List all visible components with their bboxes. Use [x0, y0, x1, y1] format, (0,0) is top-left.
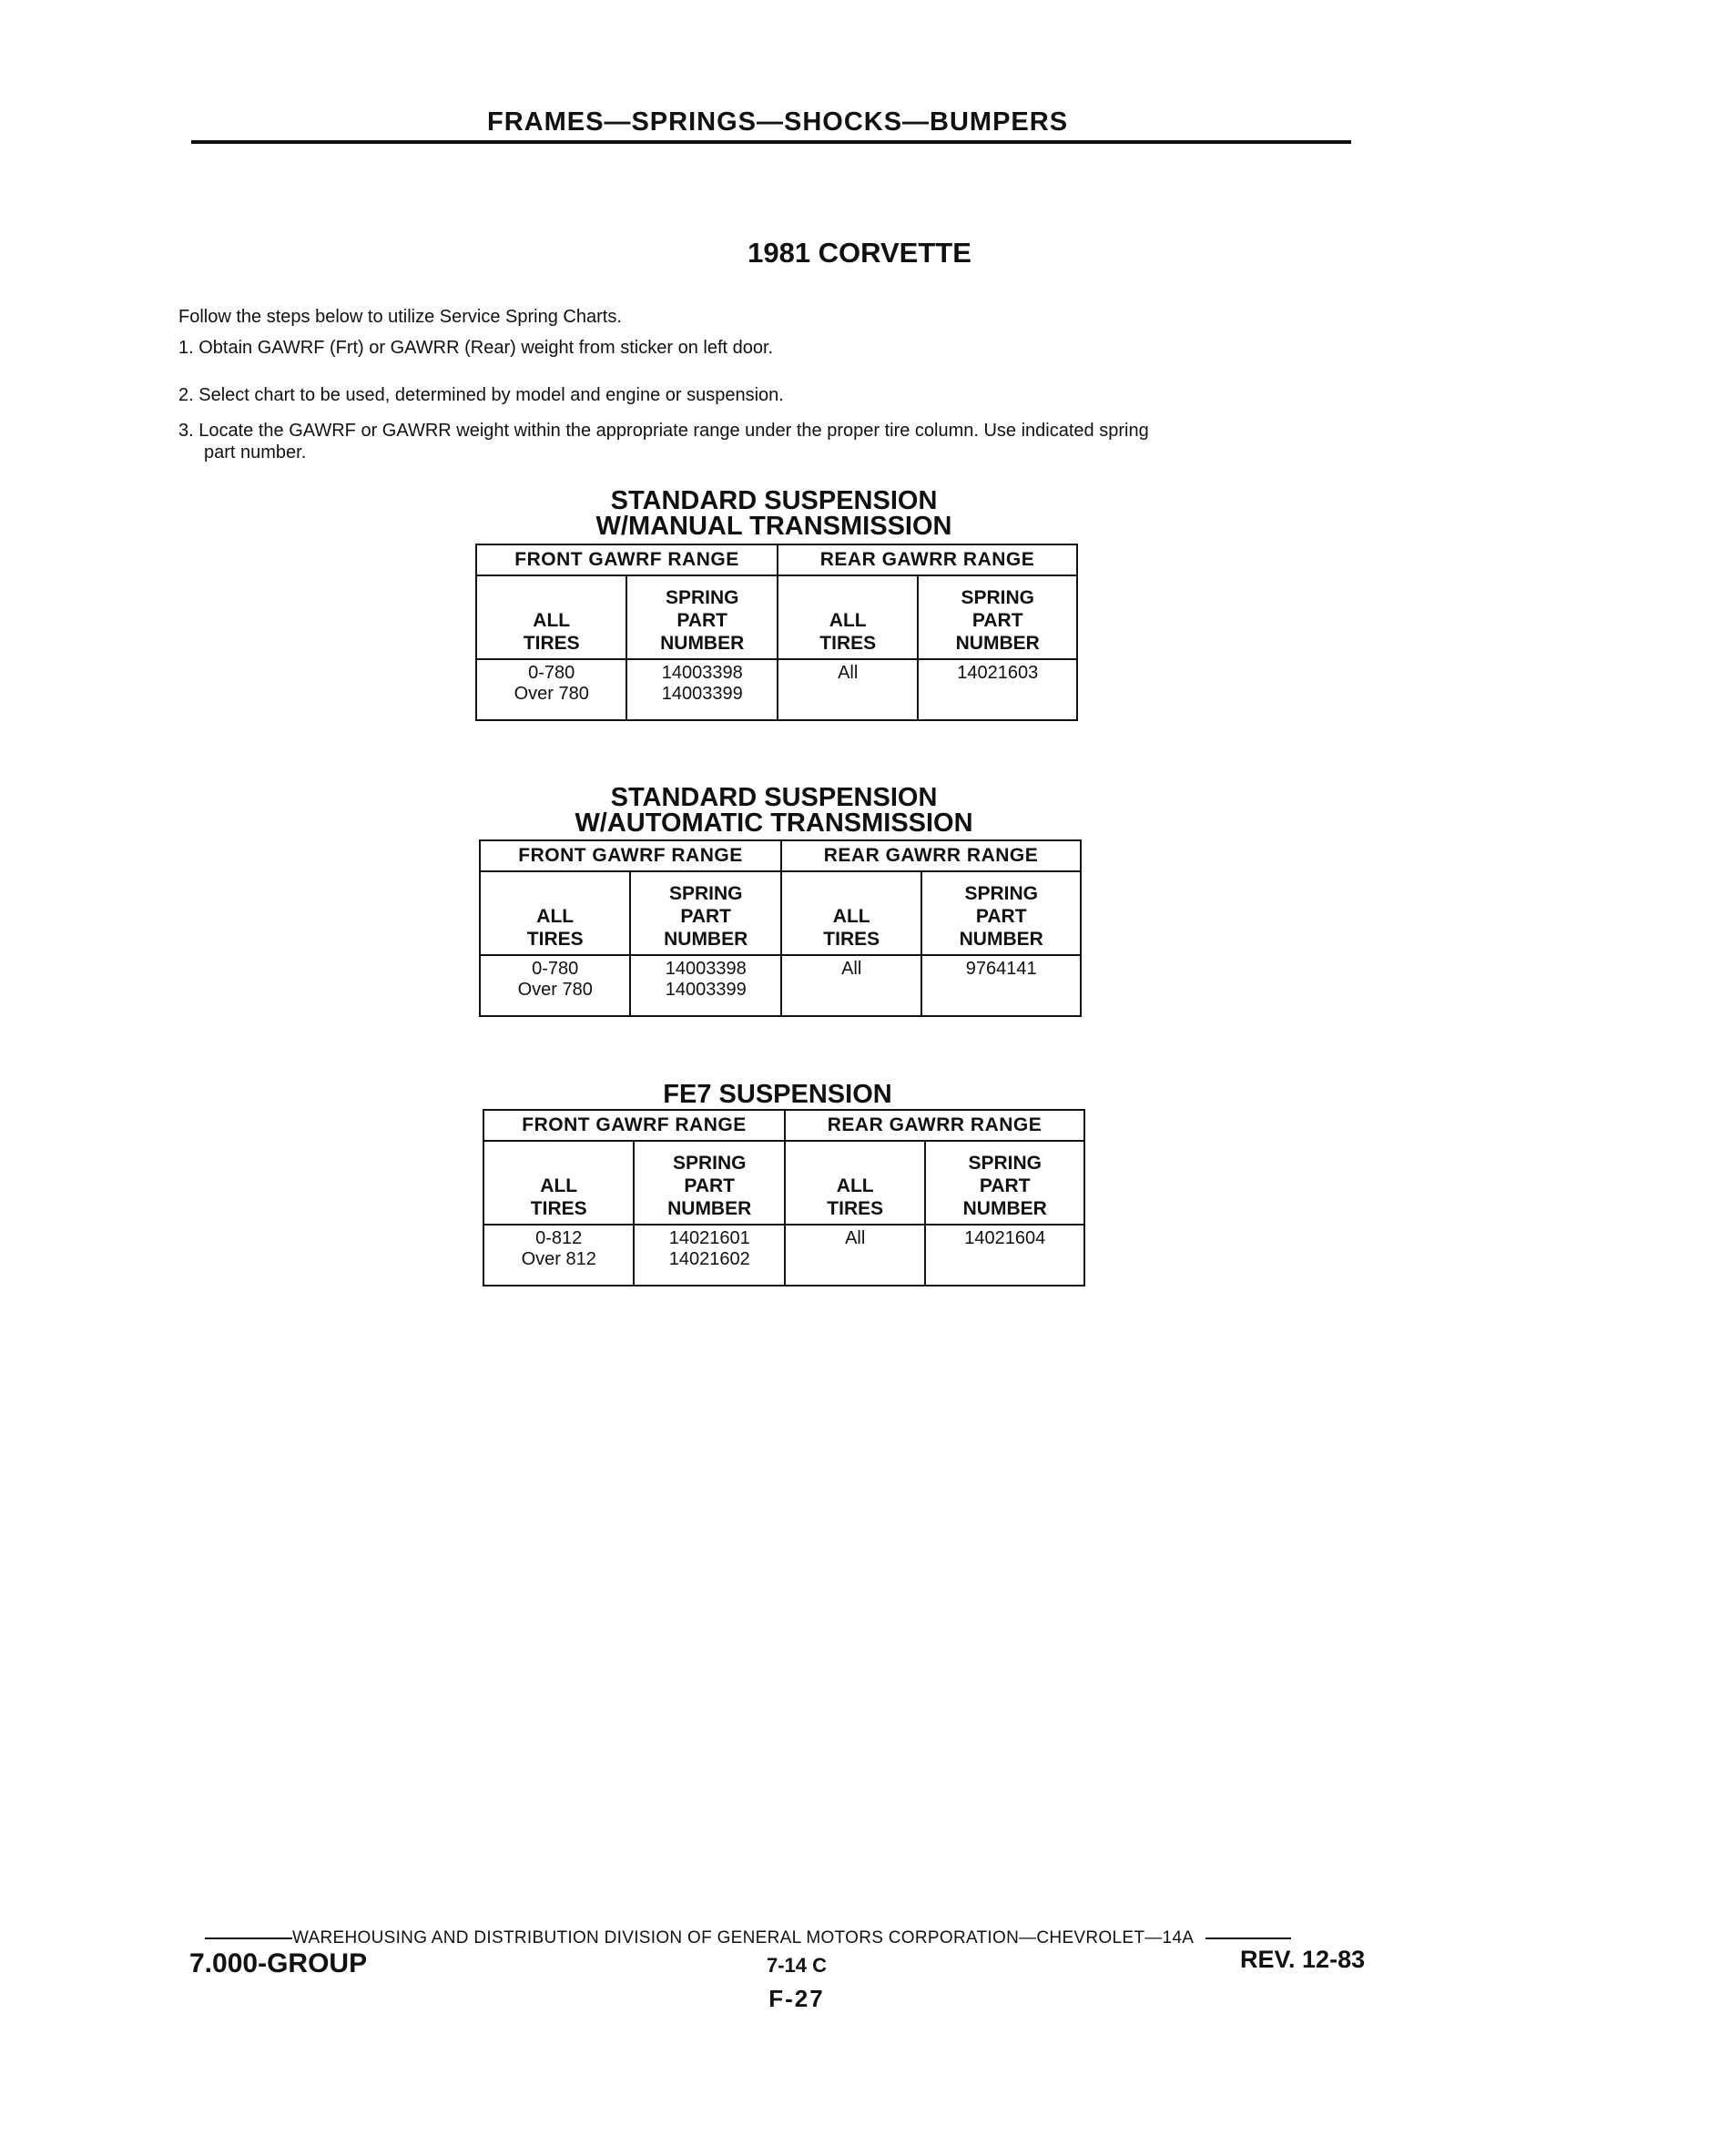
front-range-header: FRONT GAWRF RANGE: [480, 840, 781, 871]
table-title-line1: FE7 SUSPENSION: [663, 1080, 892, 1109]
rear-spring-part: 14021603: [918, 659, 1077, 720]
rear-spring-part-header: SPRING PART NUMBER: [925, 1141, 1084, 1225]
front-spring-part-header: SPRING PART NUMBER: [626, 575, 778, 659]
instruction-step-2: 2. Select chart to be used, determined by model and engine or suspension.: [178, 385, 784, 405]
footer-dash-left: [205, 1937, 292, 1939]
table-title-automatic: [473, 785, 1074, 836]
footer-revision: REV. 12-83: [1240, 1946, 1366, 1973]
front-range-header: FRONT GAWRF RANGE: [476, 544, 778, 575]
front-range-header: FRONT GAWRF RANGE: [483, 1110, 785, 1141]
rear-all-tires-header: ALL TIRES: [781, 871, 921, 955]
instruction-step-3: [178, 420, 1362, 463]
spring-chart-automatic: [479, 839, 1082, 1017]
rear-spring-part-header: SPRING PART NUMBER: [918, 575, 1077, 659]
spring-chart-manual: [475, 544, 1078, 721]
footer-group: 7.000-GROUP: [189, 1948, 368, 1978]
footer-division-line: [205, 1928, 1291, 1948]
section-header: FRAMES—SPRINGS—SHOCKS—BUMPERS: [487, 107, 1069, 137]
rear-weight-range: All: [785, 1225, 925, 1286]
table-title-line2: W/MANUAL TRANSMISSION: [595, 512, 952, 541]
rear-range-header: REAR GAWRR RANGE: [785, 1110, 1084, 1141]
table-title-manual: [473, 488, 1074, 539]
front-all-tires-header: ALL TIRES: [483, 1141, 634, 1225]
document-title: 1981 CORVETTE: [748, 237, 971, 269]
front-spring-parts: 14003398 14003399: [630, 955, 781, 1016]
rear-range-header: REAR GAWRR RANGE: [781, 840, 1081, 871]
table-title-line1: STANDARD SUSPENSION: [610, 486, 938, 515]
footer-page-number: F-27: [768, 1985, 825, 2012]
front-all-tires-header: ALL TIRES: [480, 871, 630, 955]
instruction-step-3-continued: part number.: [204, 442, 307, 463]
front-weight-ranges: 0-812 Over 812: [483, 1225, 634, 1286]
front-weight-ranges: 0-780 Over 780: [476, 659, 626, 720]
table-title-fe7: [477, 1082, 1078, 1107]
front-all-tires-header: ALL TIRES: [476, 575, 626, 659]
table-title-line1: STANDARD SUSPENSION: [610, 783, 938, 812]
footer-dash-right: [1205, 1937, 1291, 1939]
spring-chart-fe7: [483, 1109, 1085, 1286]
table-title-line2: W/AUTOMATIC TRANSMISSION: [575, 808, 973, 838]
front-weight-ranges: 0-780 Over 780: [480, 955, 630, 1016]
footer-division-text: WAREHOUSING AND DISTRIBUTION DIVISION OF GENERAL MOTORS CORPORATION—CHEVROLET—14A: [292, 1928, 1194, 1948]
front-spring-parts: 14021601 14021602: [634, 1225, 785, 1286]
instruction-step-1: 1. Obtain GAWRF (Frt) or GAWRR (Rear) weight from sticker on left door.: [178, 338, 774, 358]
front-spring-parts: 14003398 14003399: [626, 659, 778, 720]
rear-weight-range: All: [778, 659, 918, 720]
instruction-step-3-text: 3. Locate the GAWRF or GAWRR weight within the appropriate range under the proper tire column. Use indicated spring: [178, 421, 1149, 441]
rear-all-tires-header: ALL TIRES: [785, 1141, 925, 1225]
rear-spring-part: 14021604: [925, 1225, 1084, 1286]
front-spring-part-header: SPRING PART NUMBER: [634, 1141, 785, 1225]
rear-range-header: REAR GAWRR RANGE: [778, 544, 1077, 575]
rear-spring-part: 9764141: [921, 955, 1081, 1016]
footer-section: 7-14 C: [766, 1954, 828, 1977]
front-spring-part-header: SPRING PART NUMBER: [630, 871, 781, 955]
rear-all-tires-header: ALL TIRES: [778, 575, 918, 659]
rear-weight-range: All: [781, 955, 921, 1016]
intro-text: Follow the steps below to utilize Service Spring Charts.: [178, 307, 622, 327]
header-divider: [191, 140, 1351, 144]
rear-spring-part-header: SPRING PART NUMBER: [921, 871, 1081, 955]
